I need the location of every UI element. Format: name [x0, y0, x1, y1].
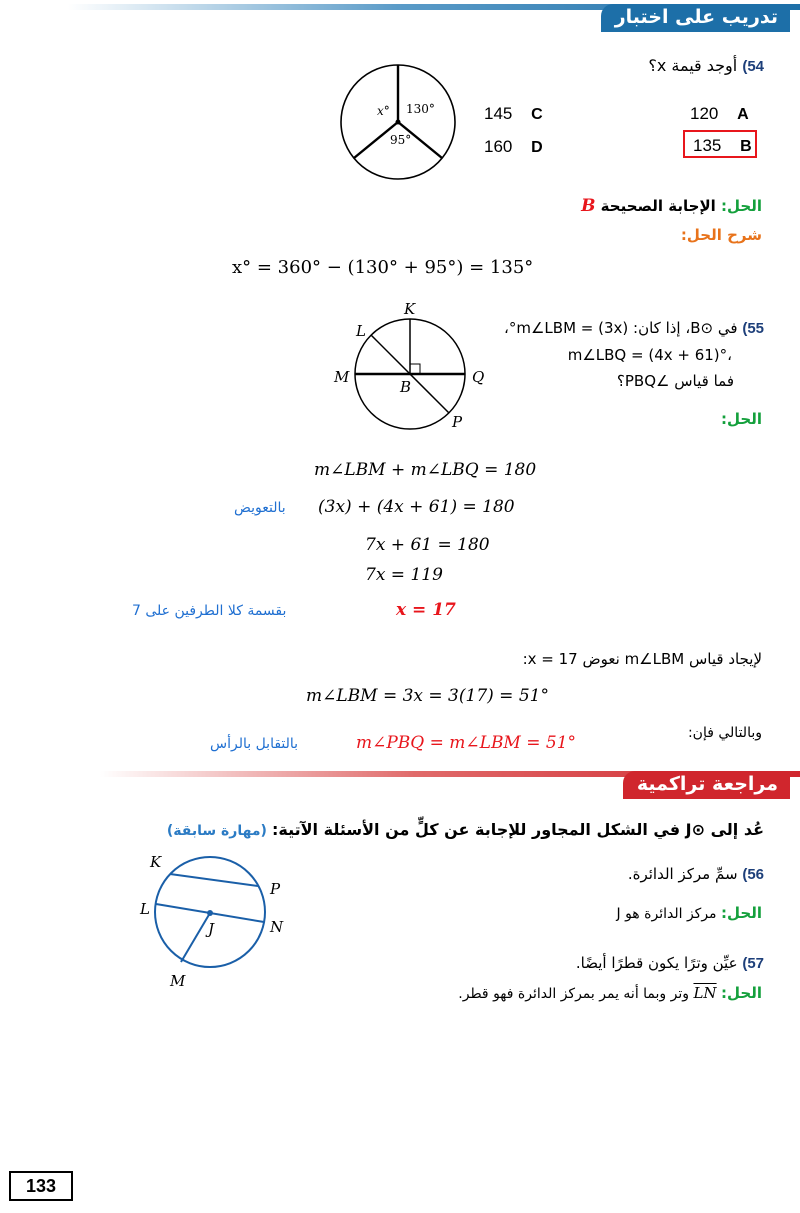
q54-solution-text: الإجابة الصحيحة: [600, 197, 716, 215]
q54-solution: [581, 196, 762, 216]
q55-text-1: في ⊙B، إذا كان: m∠LBM = (3x)°،: [504, 319, 738, 337]
q57-question-text: عيِّن وترًا يكون قطرًا أيضًا.: [575, 954, 738, 972]
q54-choice-b-letter: B: [740, 138, 752, 155]
review-banner: [100, 767, 800, 801]
q54-explain-label: شرح الحل:: [680, 226, 762, 244]
review-label-p: P: [270, 880, 281, 898]
q55-question-line-3: فما قياس ∠PBQ؟: [616, 372, 734, 390]
q55-solution-label: الحل:: [721, 410, 762, 428]
q57-question: [576, 954, 764, 972]
q54-choice-b-value: 135: [693, 136, 722, 155]
q57-chord: LN: [693, 984, 717, 1002]
q56-solution: [616, 904, 762, 922]
q54-choice-c-value: 145: [484, 104, 513, 123]
q56-solution-label: الحل:: [721, 904, 762, 922]
q55-number: 55): [742, 320, 764, 337]
review-circle-figure: [148, 850, 272, 980]
q54-number: 54): [742, 58, 764, 75]
q54-choice-c[interactable]: [484, 104, 543, 124]
review-intro: [167, 820, 764, 839]
review-intro-text: عُد إلى ⊙J في الشكل المجاور للإجابة عن كلٍّ من الأسئلة الآتية:: [272, 820, 764, 839]
q55-find-text: لإيجاد قياس m∠LBM نعوض x = 17:: [522, 650, 762, 668]
q56-number: 56): [742, 866, 764, 883]
q54-choice-b-selected[interactable]: [683, 130, 757, 158]
page-number-box: [9, 1171, 73, 1201]
review-banner-tab: [623, 771, 790, 799]
practice-title: تدريب على اختبار: [614, 6, 778, 28]
review-label-m: M: [170, 972, 186, 990]
q56-question: [628, 865, 764, 883]
q54-solution-letter: B: [581, 196, 596, 216]
practice-banner: [68, 0, 800, 34]
q54-equation: x° = 360° − (130° + 95°) = 135°: [232, 257, 534, 278]
q55-label-p: P: [452, 413, 463, 431]
q54-choice-a[interactable]: [690, 104, 749, 124]
q55-step-5-note: بقسمة كلا الطرفين على 7: [132, 603, 287, 619]
q54-circle-figure: [336, 60, 460, 184]
q55-step-3: 7x + 61 = 180: [365, 535, 490, 555]
q54-choice-d-value: 160: [484, 137, 513, 156]
q55-calc-equation: m∠LBM = 3x = 3(17) = 51°: [306, 686, 549, 706]
q55-label-b: B: [400, 378, 412, 396]
q55-step-1: m∠LBM + m∠LBQ = 180: [314, 460, 537, 480]
q55-question-line-2: m∠LBQ = (4x + 61)°،: [567, 346, 732, 364]
q55-therefore: وبالتالي فإن:: [687, 725, 762, 741]
q56-answer: مركز الدائرة هو J: [616, 906, 717, 922]
q54-solution-label: الحل:: [721, 197, 762, 215]
q57-solution: [458, 984, 762, 1002]
q54-choice-d[interactable]: [484, 137, 543, 157]
q57-number: 57): [742, 955, 764, 972]
q55-step-2-note: بالتعويض: [234, 500, 286, 516]
q54-choice-d-letter: D: [531, 139, 543, 156]
q55-label-q: Q: [472, 368, 485, 386]
q54-question: [648, 56, 764, 75]
q55-step-5: x = 17: [396, 600, 456, 620]
review-label-k: K: [150, 853, 162, 871]
q54-choice-c-letter: C: [531, 106, 543, 123]
review-label-n: N: [270, 918, 284, 936]
page-number: 133: [25, 1176, 57, 1196]
review-label-l: L: [140, 900, 150, 918]
q55-final-equation: m∠PBQ = m∠LBM = 51°: [356, 733, 577, 753]
q57-solution-label: الحل:: [721, 984, 762, 1002]
q56-question-text: سمِّ مركز الدائرة.: [627, 865, 738, 883]
q54-center-point: [396, 120, 401, 125]
review-skill-tag: (مهارة سابقة): [166, 823, 267, 839]
q55-step-2: (3x) + (4x + 61) = 180: [318, 497, 515, 517]
q54-choice-a-letter: A: [737, 106, 749, 123]
q57-answer: وتر وبما أنه يمر بمركز الدائرة فهو قطر.: [458, 986, 690, 1002]
q54-choice-a-value: 120: [690, 104, 719, 123]
q55-question-line-1: [504, 319, 764, 337]
practice-banner-tab: [601, 4, 790, 32]
q55-final-note: بالتقابل بالرأس: [210, 736, 299, 752]
review-chord-kp: [170, 874, 258, 886]
q54-label-130: 130°: [406, 102, 435, 116]
review-radius-jm: [181, 913, 210, 962]
q55-label-m: M: [334, 368, 350, 386]
review-title: مراجعة تراكمية: [636, 773, 778, 795]
q54-label-x: x°: [377, 104, 390, 118]
q55-label-k: K: [404, 300, 416, 318]
q55-label-l: L: [356, 322, 366, 340]
q55-step-4: 7x = 119: [365, 565, 443, 585]
review-center-point: [207, 910, 213, 916]
q54-question-text: أوجد قيمة x؟: [648, 56, 738, 75]
q55-right-angle-mark: [410, 364, 420, 374]
q54-label-95: 95°: [390, 133, 412, 147]
review-label-j: J: [208, 920, 215, 938]
